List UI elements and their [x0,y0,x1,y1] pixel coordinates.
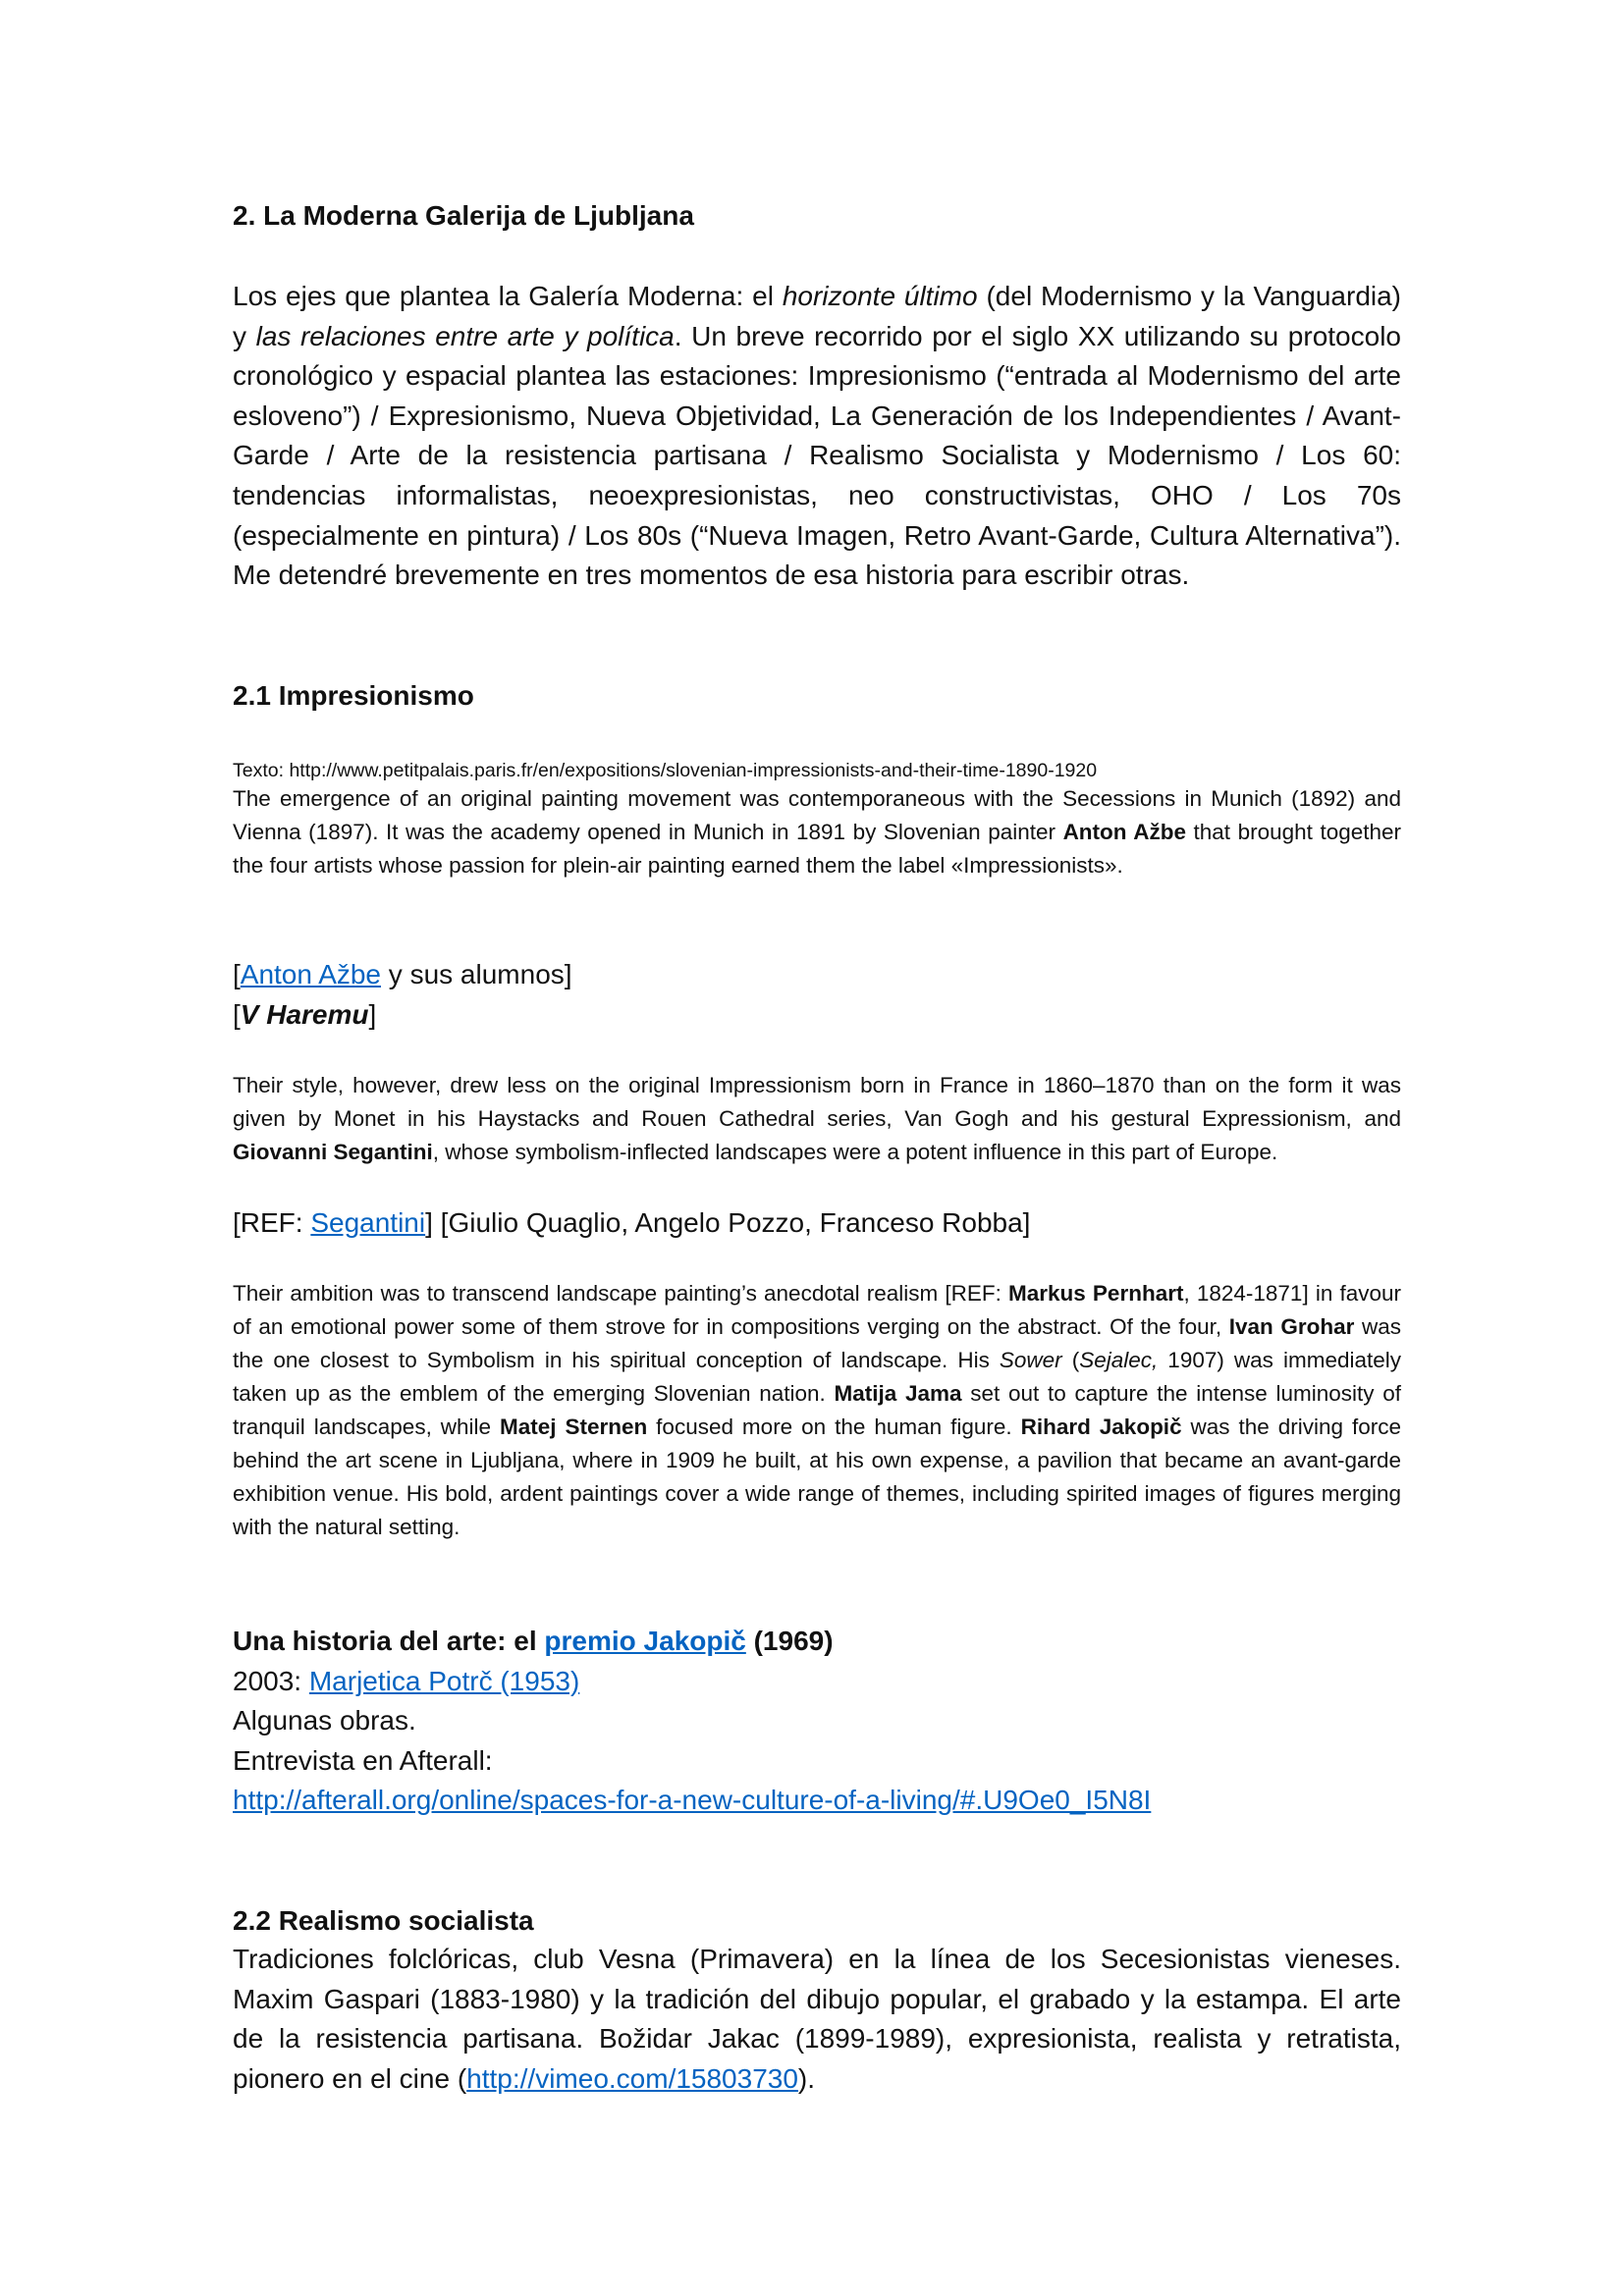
ref2-close: ] [368,999,377,1030]
para1-text-2: that brought together the four artists whose passion for plein-air painting earned them the label «Impressionists». [233,820,1401,878]
prize-2003-line [233,1662,1401,1702]
intro-italic-relaciones: las relaciones entre arte y política [255,320,675,351]
section-2-1-heading [233,679,1401,713]
section-2-intro-paragraph [233,277,1401,596]
intro-italic-horizonte: horizonte último [782,281,978,311]
section-2-2-heading [233,1904,1401,1938]
para3-text-8: was the driving force behind the art scene in Ljubljana, where in 1909 he built, at his own expense, a pavilion that became an avant-garde exhibition venue. His bold, ardent paintings cover a wide range of themes, including spirited images of figures merging with the natural setting. [233,1415,1401,1539]
source-text: Texto: http://www.petitpalais.paris.fr/en/expositions/slovenian-impressionists-and-their-time-1890-1920 [233,760,1098,781]
ref3-rest: ] [Giulio Quaglio, Angelo Pozzo, Franceso Robba] [425,1207,1031,1238]
prize-year-label: 2003: [233,1665,309,1696]
para3-bold-sternen: Matej Sternen [500,1415,648,1439]
link-segantini[interactable]: Segantini [310,1207,426,1238]
para3-text-7: focused more on the human figure. [647,1415,1021,1439]
prize-works-text: Algunas obras. [233,1705,416,1736]
para3-text-2: , 1824-1871] in favour of an emotional power some of them strove for in compositions verging on the abstract. Of the four, [233,1281,1402,1339]
section-2-heading [233,199,1401,233]
realismo-text-2: ). [797,2062,816,2094]
impresionismo-paragraph-1 [233,782,1401,882]
impresionismo-paragraph-2 [233,1069,1401,1169]
intro-text-1: Los ejes que plantea la Galería Moderna: el [233,281,783,311]
para3-bold-grohar: Ivan Grohar [1228,1314,1355,1339]
prize-title [233,1622,1401,1662]
para3-text-5: 1907) was immediately taken up as the emblem of the emerging Slovenian nation. [233,1348,1401,1406]
ref2-title-v-haremu: V Haremu [240,999,369,1030]
para3-text-1: Their ambition was to transcend landscape painting’s anecdotal realism [REF: [233,1281,1009,1306]
para3-bold-jama: Matija Jama [834,1381,962,1406]
ref2-open: [ [233,999,241,1030]
section-2-title: 2. La Moderna Galerija de Ljubljana [233,200,694,231]
ref-segantini [233,1203,1401,1244]
source-line [233,757,1401,784]
ref1-rest: y sus alumnos] [381,959,572,989]
para1-bold-azbe: Anton Ažbe [1062,820,1186,844]
section-2-2-title: 2.2 Realismo socialista [233,1905,534,1936]
para1-text-1: The emergence of an original painting movement was contemporaneous with the Secessions in Munich (1892) and Vienna (1897). It was the academy opened in Munich in 1891 by Slovenian painter [233,786,1401,844]
para3-bold-jakopic: Rihard Jakopič [1020,1415,1182,1439]
section-2-1-title: 2.1 Impresionismo [233,680,474,711]
prize-interview-label: Entrevista en Afterall: [233,1744,493,1776]
para3-text-3: was the one closest to Symbolism in his spiritual conception of landscape. His [233,1314,1402,1372]
ref3-open: [REF: [233,1207,311,1238]
para2-text-2: , whose symbolism-inflected landscapes were a potent influence in this part of Europe. [432,1140,1278,1164]
realismo-paragraph [233,1940,1401,2099]
intro-text-2: (del Modernismo y la Vanguardia) y [233,281,1402,351]
para3-text-4: ( [1061,1348,1080,1372]
ref-azbe-students [233,955,1401,995]
prize-title-post: (1969) [745,1626,834,1656]
ref1-bracket: [ [233,959,241,989]
para3-italic-sower: Sower [999,1348,1062,1372]
impresionismo-paragraph-3 [233,1277,1401,1544]
link-afterall-interview[interactable]: http://afterall.org/online/spaces-for-a-new-culture-of-a-living/#.U9Oe0_I5N8I [233,1785,1152,1816]
realismo-text-1: Tradiciones folclóricas, club Vesna (Primavera) en la línea de los Secesionistas vieneses. Maxim Gaspari (1883-1980) y la tradición del dibujo popular, el grabado y la estampa. El arte de la resistencia partisana. Božidar Jakac (1899-1989), expresionista, realista y retratista, pionero en el cine ( [233,1944,1401,2094]
jakopic-prize-block [233,1622,1401,1821]
link-anton-azbe[interactable]: Anton Ažbe [240,959,382,989]
para3-bold-pernhart: Markus Pernhart [1008,1281,1184,1306]
link-vimeo[interactable]: http://vimeo.com/15803730 [466,2062,798,2094]
ref-v-haremu [233,995,1401,1036]
link-marjetica-potrc[interactable]: Marjetica Potrč (1953) [308,1665,580,1696]
para2-text-1: Their style, however, drew less on the original Impressionism born in France in 1860–1870 than on the form it was given by Monet in his Haystacks and Rouen Cathedral series, Van Gogh and his gestural Expressionism, and [233,1073,1401,1131]
link-premio-jakopic[interactable]: premio Jakopič [544,1626,746,1656]
prize-title-pre: Una historia del arte: el [233,1626,545,1656]
intro-text-3: . Un breve recorrido por el siglo XX utilizando su protocolo cronológico y espacial plantea las estaciones: Impresionismo (“entrada al Modernismo del arte esloveno”) / Expresionismo, Nueva Objetividad, La Generación de los Independientes / Avant-Garde / Arte de la resistencia partisana / Realismo Socialista y Modernismo / Los 60: tendencias informalistas, neoexpresionistas, neo constructivistas, OHO / Los 70s (especialmente en pintura) / Los 80s (“Nueva Imagen, Retro Avant-Garde, Cultura Alternativa”). Me detendré brevemente en tres momentos de esa historia para escribir otras. [233,320,1401,591]
para3-italic-sejalec: Sejalec, [1079,1348,1159,1372]
para2-bold-segantini: Giovanni Segantini [233,1140,433,1164]
para3-text-6: set out to capture the intense luminosity of tranquil landscapes, while [233,1381,1401,1439]
